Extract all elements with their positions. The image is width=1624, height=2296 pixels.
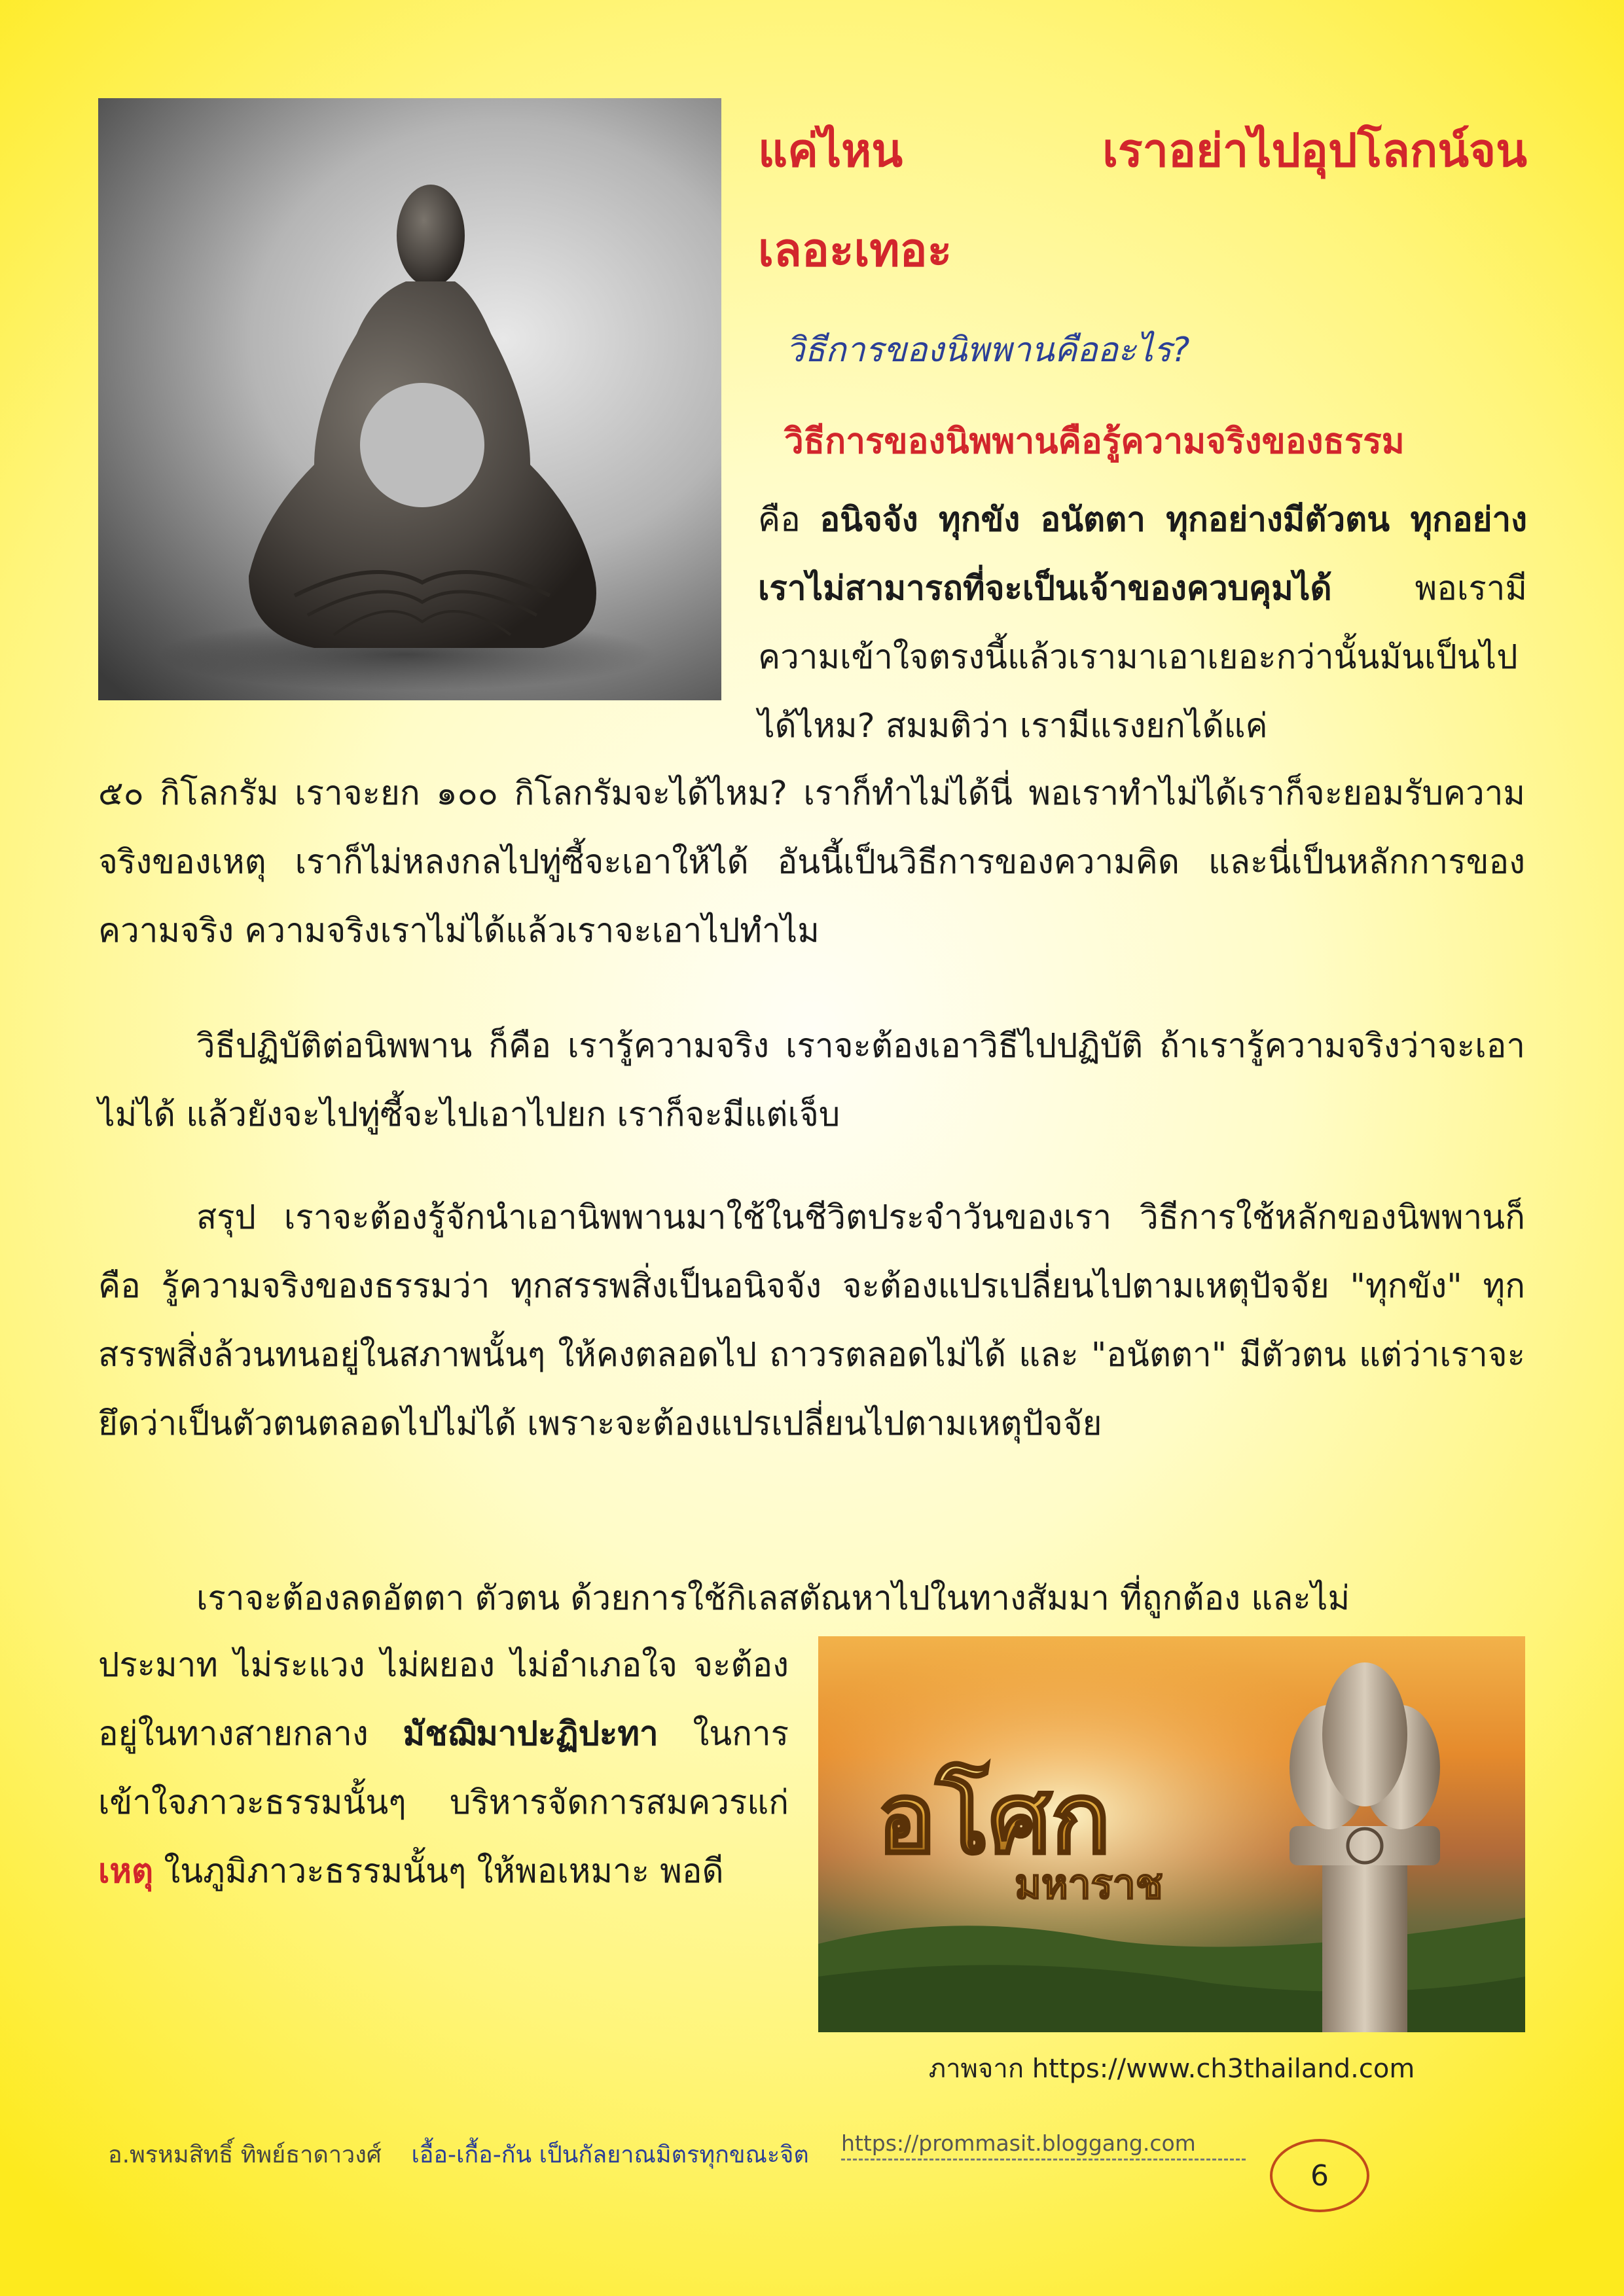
logo-asoka-sub: มหาราช (1015, 1860, 1163, 1908)
paragraph-2: วิธีปฏิบัติต่อนิพพาน ก็คือ เรารู้ความจริง เราจะต้องเอาวิธีไปปฏิบัติ ถ้าเรารู้ความจริงว่าจะเอาไม่ได้ แล้วยังจะไปทู่ซี้จะไปเอาไปยก เราก็จะมีแต่เจ็บ (98, 1027, 1525, 1134)
paragraph-1-continued: ๕๐ กิโลกรัม เราจะยก ๑๐๐ กิโลกรัมจะได้ไหม? เราก็ทำไม่ได้นี่ พอเราทำไม่ได้เราก็จะยอมรับความจริงของเหตุ เราก็ไม่หลงกลไปทู่ซี้จะเอาให้ได้ อันนี้เป็นวิธีการของความคิด และนี่เป็นหลักการของความจริง ความจริงเราไม่ได้แล้วเราจะเอาไปทำไม (98, 774, 1525, 950)
statue-illustration (98, 98, 721, 700)
paragraph-4-first-line: เราจะต้องลดอัตตา ตัวตน ด้วยการใช้กิเลสตัณหาไปในทางสัมมา ที่ถูกต้อง และไม่ (196, 1579, 1350, 1618)
footer-url-link[interactable]: https://prommasit.bloggang.com (841, 2130, 1246, 2161)
image-caption: ภาพจาก https://www.ch3thailand.com (928, 2054, 1415, 2084)
paragraph-4-part-2: ในการเข้าใจภาวะธรรมนั้นๆ บริหารจัดการสมควรแก่ (98, 1715, 789, 1822)
cause-term: เหตุ (98, 1852, 154, 1891)
footer-author: อ.พรหมสิทธิ์ ทิพย์ธาดาวงศ์ (108, 2142, 382, 2168)
paragraph-1-intro (758, 486, 1527, 761)
asoka-illustration (818, 1636, 1525, 2032)
paragraph-4-part-1: ประมาท ไม่ระแวง ไม่ผยอง ไม่อำเภอใจ จะต้องอยู่ในทางสายกลาง (98, 1646, 789, 1753)
paragraph-3: สรุป เราจะต้องรู้จักนำเอานิพพานมาใช้ในชีวิตประจำวันของเรา วิธีการใช้หลักของนิพพานก็คือ รู้ความจริงของธรรมว่า ทุกสรรพสิ่งเป็นอนิจจัง จะต้องแปรเปลี่ยนไปตามเหตุปัจจัย "ทุกขัง" ทุกสรรพสิ่งล้วนทนอยู่ในสภาพนั้นๆ ให้คงตลอดไป ถาวรตลอดไม่ได้ และ "อนัตตา" มีตัวตน แต่ว่าเราจะยึดว่าเป็นตัวตนตลอดไปไม่ได้ เพราะจะต้องแปรเปลี่ยนไปตามเหตุปัจจัย (98, 1198, 1525, 1443)
footer-motto: เอื้อ-เกื้อ-กัน เป็นกัลยาณมิตรทุกขณะจิต (411, 2142, 809, 2168)
middle-path-term: มัชฌิมาปะฏิปะทา (403, 1715, 659, 1753)
paragraph-4-body (98, 1631, 789, 1906)
paragraph-4-part-3: ในภูมิภาวะธรรมนั้นๆ ให้พอเหมาะ พอดี (153, 1852, 724, 1891)
logo-asoka-main: อโศก (877, 1761, 1111, 1876)
title-line-2: เลอะเทอะ (758, 223, 952, 277)
title-line-1: แค่ไหน เราอย่าไปอุปโลกน์จน (758, 124, 1527, 177)
paragraph-1-lead: คือ (758, 501, 820, 539)
paragraph-1-text-top: พอเรามีความเข้าใจตรงนี้แล้วเรามาเอาเยอะกว่านั้นมันเป็นไปได้ไหม? สมมติว่า เรามีแรงยกได้แค่ (758, 569, 1527, 745)
meditation-statue-image (98, 98, 721, 700)
page-number-badge (1270, 2139, 1369, 2212)
footer-credit (108, 2136, 809, 2173)
page-number: 6 (1310, 2159, 1329, 2193)
asoka-pillar-image (818, 1636, 1525, 2032)
paragraph-1-bold: อนิจจัง ทุกขัง อนัตตา ทุกอย่างมีตัวตน ทุกอย่างเราไม่สามารถที่จะเป็นเจ้าของควบคุมได้ (758, 501, 1527, 608)
question-heading: วิธีการของนิพพานคืออะไร? (785, 331, 1190, 370)
subheading: วิธีการของนิพพานคือรู้ความจริงของธรรม (784, 422, 1405, 461)
